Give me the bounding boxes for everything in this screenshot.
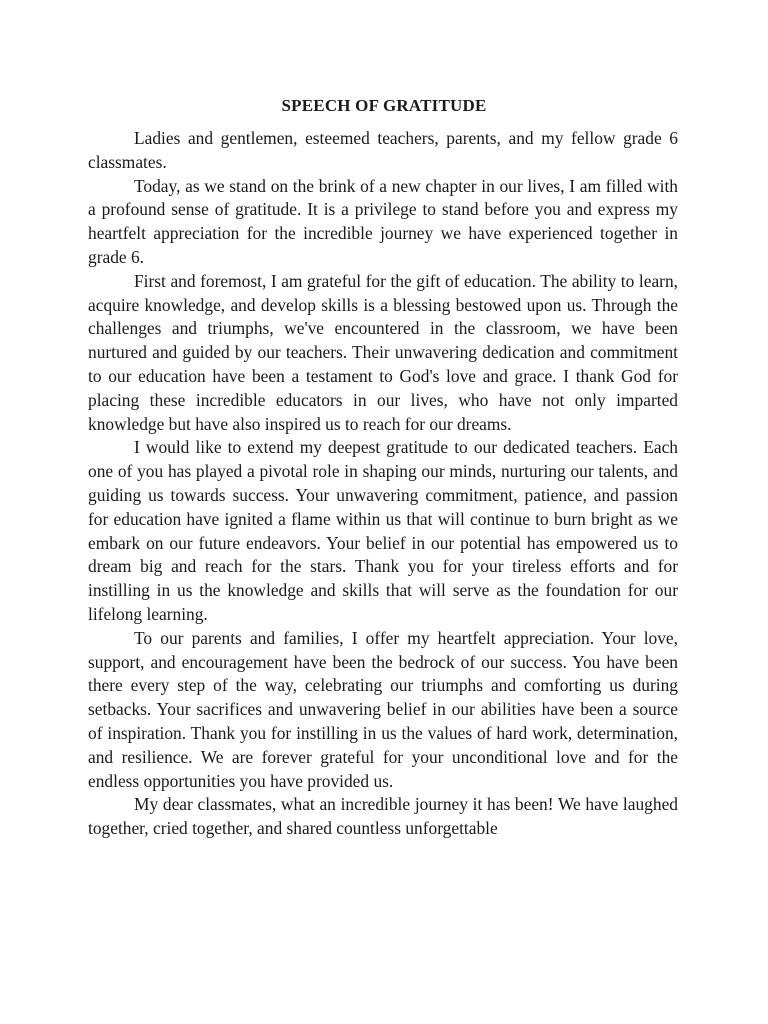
speech-body [88, 127, 678, 841]
paragraph-education: First and foremost, I am grateful for the gift of education. The ability to learn, acquire knowledge, and develop skills is a blessing bestowed upon us. Through the challenges and triumphs, we've encountered in the classroom, we have been nurtured and guided by our teachers. Their unwavering dedication and commitment to our education have been a testament to God's love and grace. I thank God for placing these incredible educators in our lives, who have not only imparted knowledge but have also inspired us to reach for our dreams. [88, 270, 678, 434]
paragraph-teachers: I would like to extend my deepest gratitude to our dedicated teachers. Each one of you has played a pivotal role in shaping our minds, nurturing our talents, and guiding us towards success. Your unwavering commitment, patience, and passion for education have ignited a flame within us that will continue to burn bright as we embark on our future endeavors. Your belief in our potential has empowered us to dream big and reach for the stars. Thank you for your tireless efforts and for instilling in us the knowledge and skills that will serve as the foundation for our lifelong learning. [88, 437, 678, 624]
page-title: SPEECH OF GRATITUDE [281, 96, 487, 115]
paragraph-classmates: My dear classmates, what an incredible journey it has been! We have laughed together, cried together, and shared countless unforgettable [88, 794, 678, 839]
paragraph-introduction: Today, as we stand on the brink of a new chapter in our lives, I am filled with a profound sense of gratitude. It is a privilege to stand before you and express my heartfelt appreciation for the incredible journey we have experienced together in grade 6. [88, 175, 678, 267]
paragraph-parents: To our parents and families, I offer my heartfelt appreciation. Your love, support, and encouragement have been the bedrock of our success. You have been there every step of the way, celebrating our triumphs and comforting us during setbacks. Your sacrifices and unwavering belief in our abilities have been a source of inspiration. Thank you for instilling in us the values of hard work, determination, and resilience. We are forever grateful for your unconditional love and for the endless opportunities you have provided us. [88, 627, 678, 791]
paragraph-salutation: Ladies and gentlemen, esteemed teachers, parents, and my fellow grade 6 classmates. [88, 128, 678, 172]
